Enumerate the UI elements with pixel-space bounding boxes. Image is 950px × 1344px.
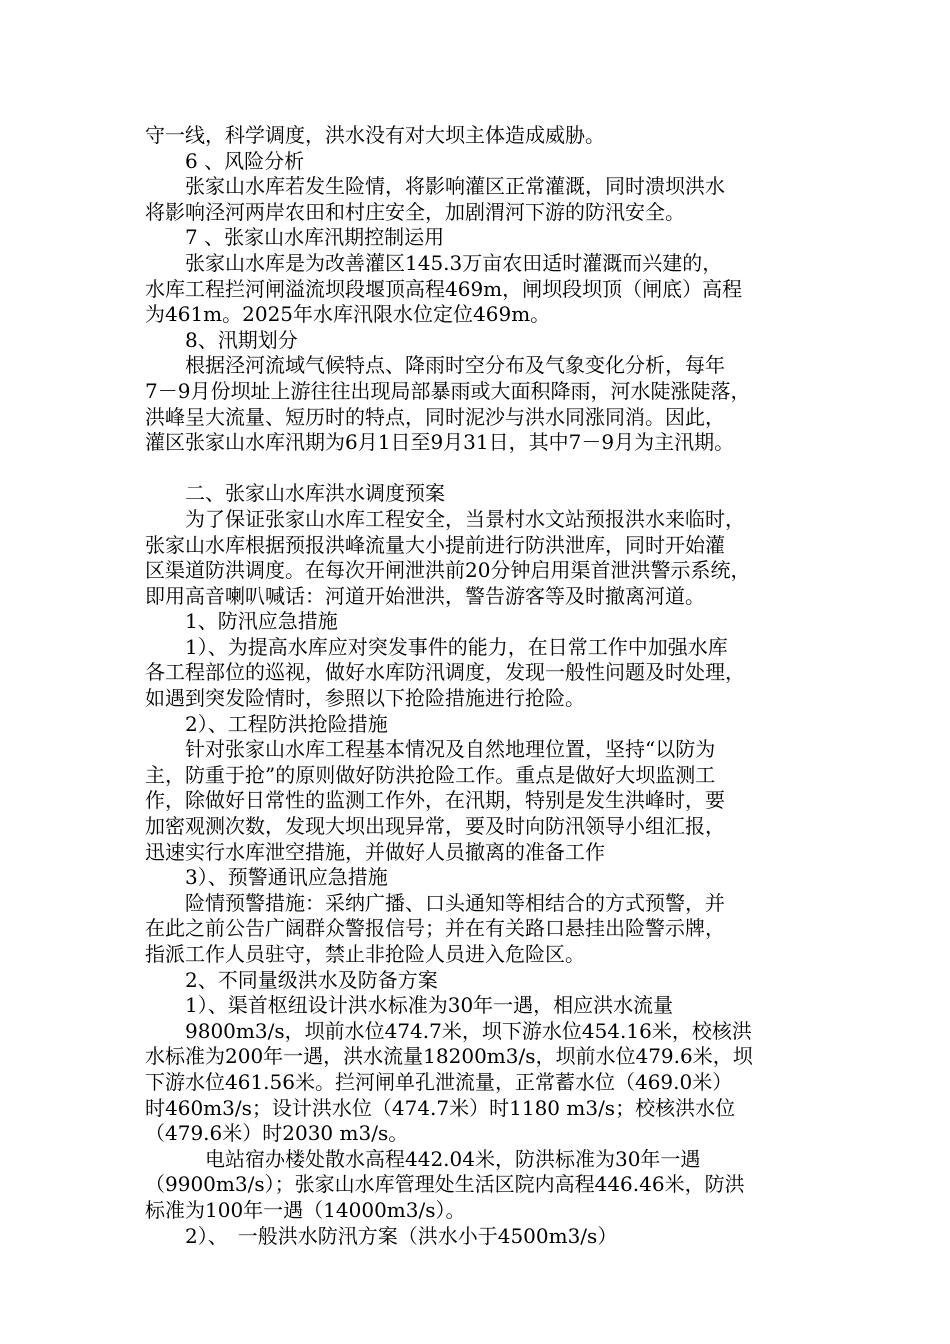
text-line: 1）、为提高水库应对突发事件的能力，在日常工作中加强水库: [145, 634, 728, 659]
text-line: 在此之前公告广阔群众警报信号；并在有关路口悬挂出险警示牌，: [145, 916, 725, 941]
text-line: 加密观测次数，发现大坝出现异常，要及时向防汛领导小组汇报，: [145, 814, 725, 839]
section-heading: 6 、风险分析: [145, 148, 305, 173]
text-line: 各工程部位的巡视，做好水库防汛调度，发现一般性问题及时处理，: [145, 660, 745, 685]
text-line: 针对张家山水库工程基本情况及自然地理位置，坚持“以防为: [145, 737, 716, 762]
blank-line: [145, 456, 825, 482]
text-line: 下游水位461.56米。拦河闸单孔泄流量，正常蓄水位（469.0米）: [145, 1069, 733, 1094]
section-heading: 1、防汛应急措施: [145, 609, 338, 634]
text-line: 1）、渠首枢纽设计洪水标准为30年一遇，相应洪水流量: [145, 993, 674, 1018]
text-line: 张家山水库根据预报洪峰流量大小提前进行防洪泄库，同时开始灌: [145, 532, 725, 557]
text-line: 将影响泾河两岸农田和村庄安全，加剧渭河下游的防汛安全。: [145, 199, 685, 224]
text-line: 指派工作人员驻守，禁止非抢险人员进入危险区。: [145, 942, 585, 966]
text-line: 洪峰呈大流量、短历时的特点，同时泥沙与洪水同涨同消。因此，: [145, 404, 725, 429]
text-line: 作，除做好日常性的监测工作外，在汛期，特别是发生洪峰时，要: [145, 788, 725, 813]
text-line: 张家山水库若发生险情，将影响灌区正常灌溉，同时溃坝洪水: [145, 174, 725, 199]
text-line: （9900m3/s）；张家山水库管理处生活区院内高程446.46米，防洪: [145, 1172, 745, 1197]
text-line: 守一线，科学调度，洪水没有对大坝主体造成威胁。: [145, 123, 605, 147]
section-heading: 二、张家山水库洪水调度预案: [145, 481, 445, 506]
section-heading: 8、汛期划分: [145, 327, 298, 352]
text-line: 7－9月份坝址上游往往出现局部暴雨或大面积降雨，河水陡涨陡落，: [145, 378, 751, 403]
section-heading: 2）、 一般洪水防汛方案（洪水小于4500m3/s）: [145, 1223, 618, 1248]
section-heading: 3）、预警通讯应急措施: [145, 865, 388, 890]
text-line: 为了保证张家山水库工程安全，当景村水文站预报洪水来临时，: [145, 506, 745, 531]
text-line: 区渠道防洪调度。在每次开闸泄洪前20分钟启用渠首泄洪警示系统，: [145, 558, 751, 583]
text-line: 根据泾河流域气候特点、降雨时空分布及气象变化分析，每年: [145, 353, 725, 378]
section-heading: 7 、张家山水库汛期控制运用: [145, 225, 445, 250]
text-line: 时460m3/s；设计洪水位（474.7米）时1180 m3/s；校核洪水位: [145, 1095, 736, 1120]
text-line: 如遇到突发险情时，参照以下抢险措施进行抢险。: [145, 686, 585, 711]
section-heading: 2、不同量级洪水及防备方案: [145, 967, 438, 992]
text-line: （479.6米）时2030 m3/s。: [145, 1121, 409, 1146]
text-line: 险情预警措施：采纳广播、口头通知等相结合的方式预警，并: [145, 890, 725, 915]
text-line: 主，防重于抢”的原则做好防洪抢险工作。重点是做好大坝监测工: [145, 762, 716, 787]
section-heading: 2）、工程防洪抢险措施: [145, 711, 388, 736]
document-body: [145, 123, 825, 1249]
text-line: 即用高音喇叭喊话：河道开始泄洪，警告游客等及时撤离河道。: [145, 583, 705, 608]
text-line: 9800m3/s，坝前水位474.7米，坝下游水位454.16米，校核洪: [145, 1018, 752, 1043]
text-line: 水标准为200年一遇，洪水流量18200m3/s，坝前水位479.6米，坝: [145, 1044, 753, 1069]
text-line: 标准为100年一遇（14000m3/s）。: [145, 1197, 466, 1222]
text-line: 迅速实行水库泄空措施，并做好人员撤离的准备工作: [145, 839, 605, 864]
text-line: 为461m。2025年水库汛限水位定位469m。: [145, 302, 551, 327]
text-line: 水库工程拦河闸溢流坝段堰顶高程469m，闸坝段坝顶（闸底）高程: [145, 276, 743, 301]
text-line: 电站宿办楼处散水高程442.04米，防洪标准为30年一遇: [145, 1146, 701, 1171]
text-line: 张家山水库是为改善灌区145.3万亩农田适时灌溉而兴建的，: [145, 250, 723, 275]
text-line: 灌区张家山水库汛期为6月1日至9月31日，其中7－9月为主汛期。: [145, 430, 735, 455]
